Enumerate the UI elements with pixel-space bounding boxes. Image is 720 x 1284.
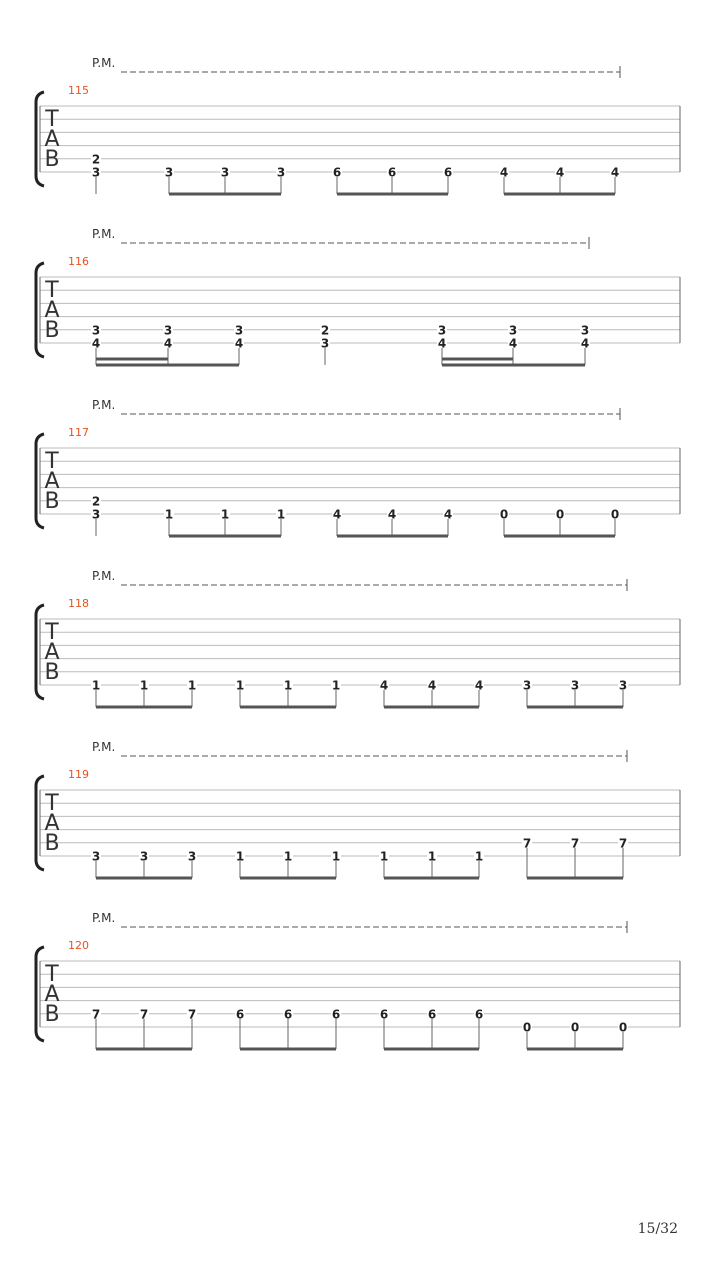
fret-number: 1 xyxy=(474,849,484,864)
tab-system-118 xyxy=(36,569,680,707)
fret-number: 3 xyxy=(580,323,590,338)
fret-number: 4 xyxy=(234,336,244,351)
fret-number: 7 xyxy=(187,1007,197,1022)
fret-number: 4 xyxy=(332,507,342,522)
fret-number: 3 xyxy=(522,678,532,693)
tab-letter-a: A xyxy=(44,640,60,665)
tab-system-115 xyxy=(36,56,680,194)
fret-number: 4 xyxy=(610,165,620,180)
fret-number: 3 xyxy=(234,323,244,338)
fret-number: 3 xyxy=(570,678,580,693)
tab-letter-a: A xyxy=(44,982,60,1007)
fret-number: 0 xyxy=(522,1020,532,1035)
measure-number: 115 xyxy=(68,84,89,97)
fret-number: 4 xyxy=(437,336,447,351)
fret-number: 6 xyxy=(443,165,453,180)
fret-number: 4 xyxy=(387,507,397,522)
tab-letter-t: T xyxy=(45,962,59,987)
fret-number: 1 xyxy=(276,507,286,522)
fret-number: 1 xyxy=(187,678,197,693)
fret-number: 1 xyxy=(283,678,293,693)
fret-number: 0 xyxy=(499,507,509,522)
fret-number: 4 xyxy=(91,336,101,351)
fret-number: 3 xyxy=(164,165,174,180)
fret-number: 3 xyxy=(220,165,230,180)
tab-letter-b: B xyxy=(44,831,60,856)
palm-mute-label: P.M. xyxy=(92,569,116,583)
fret-number: 2 xyxy=(91,494,101,509)
palm-mute-label: P.M. xyxy=(92,56,116,70)
fret-number: 3 xyxy=(276,165,286,180)
fret-number: 1 xyxy=(139,678,149,693)
tab-letter-t: T xyxy=(45,791,59,816)
measure-number: 117 xyxy=(68,426,89,439)
tab-letter-t: T xyxy=(45,620,59,645)
fret-number: 3 xyxy=(91,165,101,180)
fret-number: 6 xyxy=(379,1007,389,1022)
fret-number: 3 xyxy=(91,323,101,338)
palm-mute-label: P.M. xyxy=(92,911,116,925)
tab-letter-t: T xyxy=(45,449,59,474)
fret-number: 3 xyxy=(91,849,101,864)
measure-number: 120 xyxy=(68,939,89,952)
fret-number: 3 xyxy=(320,336,330,351)
fret-number: 4 xyxy=(443,507,453,522)
fret-number: 4 xyxy=(474,678,484,693)
fret-number: 0 xyxy=(618,1020,628,1035)
tab-letter-a: A xyxy=(44,811,60,836)
measure-number: 116 xyxy=(68,255,89,268)
fret-number: 1 xyxy=(91,678,101,693)
fret-number: 1 xyxy=(235,849,245,864)
fret-number: 6 xyxy=(387,165,397,180)
fret-number: 6 xyxy=(283,1007,293,1022)
fret-number: 6 xyxy=(474,1007,484,1022)
fret-number: 0 xyxy=(555,507,565,522)
fret-number: 3 xyxy=(91,507,101,522)
fret-number: 6 xyxy=(235,1007,245,1022)
fret-number: 4 xyxy=(163,336,173,351)
fret-number: 1 xyxy=(283,849,293,864)
tab-system-117 xyxy=(36,398,680,536)
fret-number: 6 xyxy=(331,1007,341,1022)
fret-number: 7 xyxy=(570,836,580,851)
fret-number: 1 xyxy=(427,849,437,864)
tab-system-116 xyxy=(36,227,680,365)
fret-number: 4 xyxy=(427,678,437,693)
fret-number: 7 xyxy=(139,1007,149,1022)
fret-number: 1 xyxy=(235,678,245,693)
fret-number: 3 xyxy=(508,323,518,338)
fret-number: 6 xyxy=(427,1007,437,1022)
palm-mute-label: P.M. xyxy=(92,227,116,241)
tab-letter-t: T xyxy=(45,278,59,303)
tab-letter-b: B xyxy=(44,147,60,172)
fret-number: 0 xyxy=(570,1020,580,1035)
fret-number: 3 xyxy=(187,849,197,864)
fret-number: 1 xyxy=(379,849,389,864)
fret-number: 4 xyxy=(379,678,389,693)
tab-letter-a: A xyxy=(44,298,60,323)
fret-number: 3 xyxy=(139,849,149,864)
fret-number: 7 xyxy=(618,836,628,851)
tab-system-119 xyxy=(36,740,680,878)
tab-letter-t: T xyxy=(45,107,59,132)
fret-number: 7 xyxy=(522,836,532,851)
measure-number: 119 xyxy=(68,768,89,781)
tab-letter-b: B xyxy=(44,660,60,685)
tab-letter-b: B xyxy=(44,489,60,514)
fret-number: 3 xyxy=(618,678,628,693)
fret-number: 6 xyxy=(332,165,342,180)
fret-number: 1 xyxy=(220,507,230,522)
fret-number: 4 xyxy=(580,336,590,351)
fret-number: 1 xyxy=(331,849,341,864)
tab-letter-a: A xyxy=(44,127,60,152)
fret-number: 1 xyxy=(164,507,174,522)
fret-number: 2 xyxy=(320,323,330,338)
fret-number: 3 xyxy=(163,323,173,338)
measure-number: 118 xyxy=(68,597,89,610)
fret-number: 3 xyxy=(437,323,447,338)
palm-mute-label: P.M. xyxy=(92,398,116,412)
tab-letter-b: B xyxy=(44,318,60,343)
page-number: 15/32 xyxy=(637,1221,678,1237)
fret-number: 7 xyxy=(91,1007,101,1022)
tab-system-120 xyxy=(36,911,680,1049)
palm-mute-label: P.M. xyxy=(92,740,116,754)
fret-number: 4 xyxy=(508,336,518,351)
fret-number: 4 xyxy=(555,165,565,180)
fret-number: 0 xyxy=(610,507,620,522)
fret-number: 1 xyxy=(331,678,341,693)
fret-number: 2 xyxy=(91,152,101,167)
tab-letter-b: B xyxy=(44,1002,60,1027)
tab-letter-a: A xyxy=(44,469,60,494)
fret-number: 4 xyxy=(499,165,509,180)
